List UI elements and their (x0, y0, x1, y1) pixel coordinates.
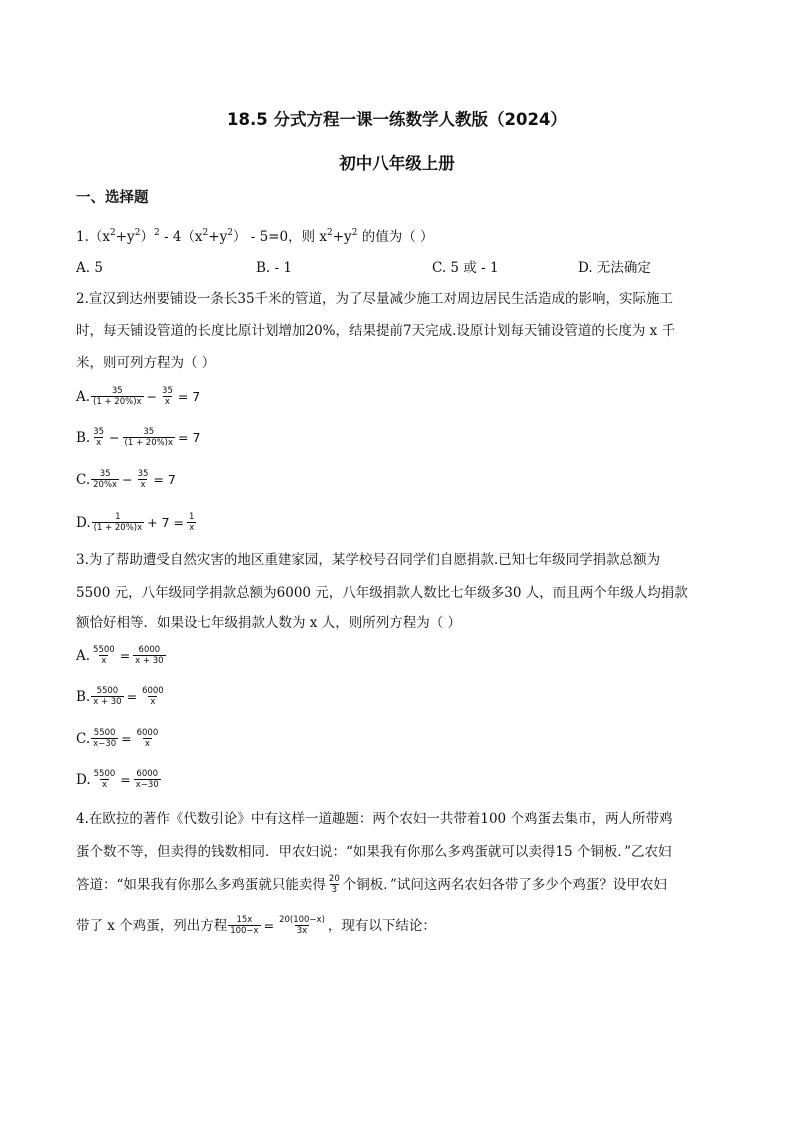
numerator: 35 (111, 386, 123, 396)
fraction (133, 645, 165, 666)
denominator: 20%x (93, 480, 118, 490)
denominator: x + 30 (135, 656, 164, 666)
q3-stem-line: 5500 元，八年级同学捐款总额为6000 元，八年级捐款人数比七年级多30 人，而且两个年级人均捐款 (76, 585, 688, 601)
q1-part: 的值为（ ） (357, 229, 434, 245)
fraction (92, 769, 118, 790)
text-run: ，现有以下结论： (327, 917, 436, 934)
fraction (91, 686, 123, 707)
q1-option-c[interactable]: C. 5 或 ‑ 1 (432, 260, 499, 276)
q4-stem-line: 蛋个数不等，但卖得的钱数相同．甲农妇说：“如果我有你那么多鸡蛋就可以卖得15 个铜板．”乙农妇 (76, 844, 672, 860)
equation-rhs: = 7 (178, 430, 201, 445)
q2-option-d[interactable] (76, 512, 197, 533)
q1-part: - 4（x (159, 229, 203, 245)
q2-stem-line: 米，则可列方程为（ ） (76, 355, 216, 371)
q2-option-a[interactable] (76, 386, 202, 407)
fraction (123, 427, 176, 448)
denominator: x (150, 697, 156, 707)
text-run: 个铜板．”试问这两名农妇各带了多少个鸡蛋？设甲农妇 (342, 876, 667, 893)
text-run: 带了 x 个鸡蛋，列出方程 (76, 917, 228, 934)
section-heading: 一、选择题 (76, 190, 149, 206)
q4-stem-line (76, 915, 436, 936)
fraction (91, 386, 144, 407)
fraction (135, 728, 161, 749)
numerator: 15x (236, 915, 253, 925)
option-label: A. (76, 647, 91, 664)
fraction (91, 427, 106, 448)
fraction (91, 645, 117, 666)
q1-sup: 2 (327, 228, 333, 238)
q1-option-b[interactable]: B. ‑ 1 (256, 260, 292, 276)
fraction (91, 469, 119, 490)
q3-option-c[interactable] (76, 728, 161, 749)
fraction (140, 686, 166, 707)
operator: + 7 = (147, 515, 184, 530)
q1-sup: 2 (202, 228, 209, 238)
numerator: 35 (93, 427, 105, 437)
numerator: 35 (137, 469, 149, 479)
numerator: 35 (162, 386, 173, 396)
document-subtitle: 初中八年级上册 (339, 154, 455, 173)
equals-sign: = (120, 772, 131, 787)
numerator: 6000 (136, 728, 159, 738)
fraction (92, 512, 145, 533)
q1-sup: 2 (110, 228, 116, 238)
numerator: 6000 (136, 769, 159, 779)
fraction (160, 386, 175, 407)
numerator: 35 (143, 427, 155, 437)
q3-option-b[interactable] (76, 686, 167, 707)
fraction (327, 874, 342, 895)
q1-sup: 2 (351, 228, 358, 238)
option-label: A. (76, 388, 91, 405)
numerator: 6000 (138, 645, 161, 655)
q4-stem-line: 4.在欧拉的著作《代数引论》中有这样一道趣题：两个农妇一共带着100 个鸡蛋去集市，两人所带鸡 (76, 811, 673, 827)
option-label: D. (76, 771, 91, 788)
q2-option-c[interactable] (76, 469, 178, 490)
denominator: x (101, 656, 107, 666)
question-1-stem (76, 224, 434, 246)
numerator: 5500 (93, 728, 116, 738)
numerator: 5500 (93, 769, 116, 779)
option-label: C. (76, 730, 91, 747)
denominator: (1 + 20%)x (93, 523, 143, 533)
denominator: x−30 (135, 780, 159, 790)
numerator: 20(100−x) (279, 915, 325, 925)
q1-part: +y (115, 229, 135, 245)
q1-part: ） (140, 229, 154, 245)
fraction (228, 915, 260, 936)
denominator: x + 30 (93, 697, 122, 707)
q3-stem-line: 3.为了帮助遭受自然灾害的地区重建家园，某学校号召同学们自愿捐款.已知七年级同学捐款总额为 (76, 552, 661, 568)
equation-rhs: = 7 (177, 389, 201, 404)
option-label: C. (76, 471, 91, 488)
q2-option-b[interactable] (76, 427, 202, 448)
numerator: 1 (189, 512, 195, 522)
denominator: x (140, 480, 146, 490)
document-title: 18.5 分式方程一课一练数学人教版（2024） (227, 110, 567, 129)
option-label: B. (76, 429, 91, 446)
q2-stem-line: 2.宣汉到达州要铺设一条长35千米的管道，为了尽量减少施工对周边居民生活造成的影响，实际施工 (76, 291, 674, 307)
q1-sup: 2 (227, 228, 233, 238)
q4-stem-line (76, 874, 667, 895)
q3-option-d[interactable] (76, 769, 162, 790)
text-run: 答道：“如果我有你那么多鸡蛋就只能卖得 (76, 876, 326, 893)
q1-sup: 2 (153, 228, 160, 238)
operator: − (109, 430, 120, 445)
equals-sign: = (263, 917, 275, 933)
q1-part: +y (332, 229, 352, 245)
equals-sign: = (126, 689, 138, 704)
denominator: 3x (296, 926, 308, 936)
numerator: 1 (115, 512, 121, 522)
q1-option-d[interactable]: D. 无法确定 (578, 260, 651, 276)
q2-stem-line: 时，每天铺设管道的长度比原计划增加20%，结果提前7天完成.设原计划每天铺设管道的长度为 x 千 (76, 323, 676, 339)
denominator: x (96, 438, 102, 448)
q1-number: 1. (76, 229, 89, 245)
denominator: x (189, 523, 195, 533)
q3-option-a[interactable] (76, 645, 167, 666)
equals-sign: = (121, 731, 132, 746)
numerator: 6000 (142, 686, 164, 696)
denominator: x (101, 780, 107, 790)
q1-part: ） - 5=0，则 x (232, 229, 327, 245)
equals-sign: = (119, 648, 131, 663)
denominator: x (144, 739, 150, 749)
denominator: x (164, 397, 170, 407)
operator: − (122, 472, 133, 487)
option-label: B. (76, 688, 91, 705)
equation-rhs: = 7 (153, 472, 176, 487)
q1-part: （x (88, 229, 111, 245)
denominator: x−30 (93, 739, 117, 749)
numerator: 5500 (93, 645, 115, 655)
numerator: 35 (99, 469, 111, 479)
numerator: 5500 (96, 686, 119, 696)
fraction (187, 512, 196, 533)
operator: − (146, 389, 158, 404)
q1-option-a[interactable]: A. 5 (76, 260, 103, 276)
denominator: 100−x (230, 926, 259, 936)
denominator: (1 + 20%)x (93, 397, 142, 407)
q1-sup: 2 (134, 228, 141, 238)
q3-stem-line: 额恰好相等．如果设七年级捐款人数为 x 人，则所列方程为（ ） (76, 615, 461, 631)
denominator: (1 + 20%)x (124, 438, 174, 448)
denominator: 3 (331, 885, 338, 895)
fraction (136, 469, 151, 490)
option-label: D. (76, 514, 91, 531)
numerator: 20 (328, 874, 340, 884)
q1-part: +y (208, 229, 228, 245)
fraction (277, 915, 327, 936)
fraction (134, 769, 161, 790)
fraction (91, 728, 118, 749)
